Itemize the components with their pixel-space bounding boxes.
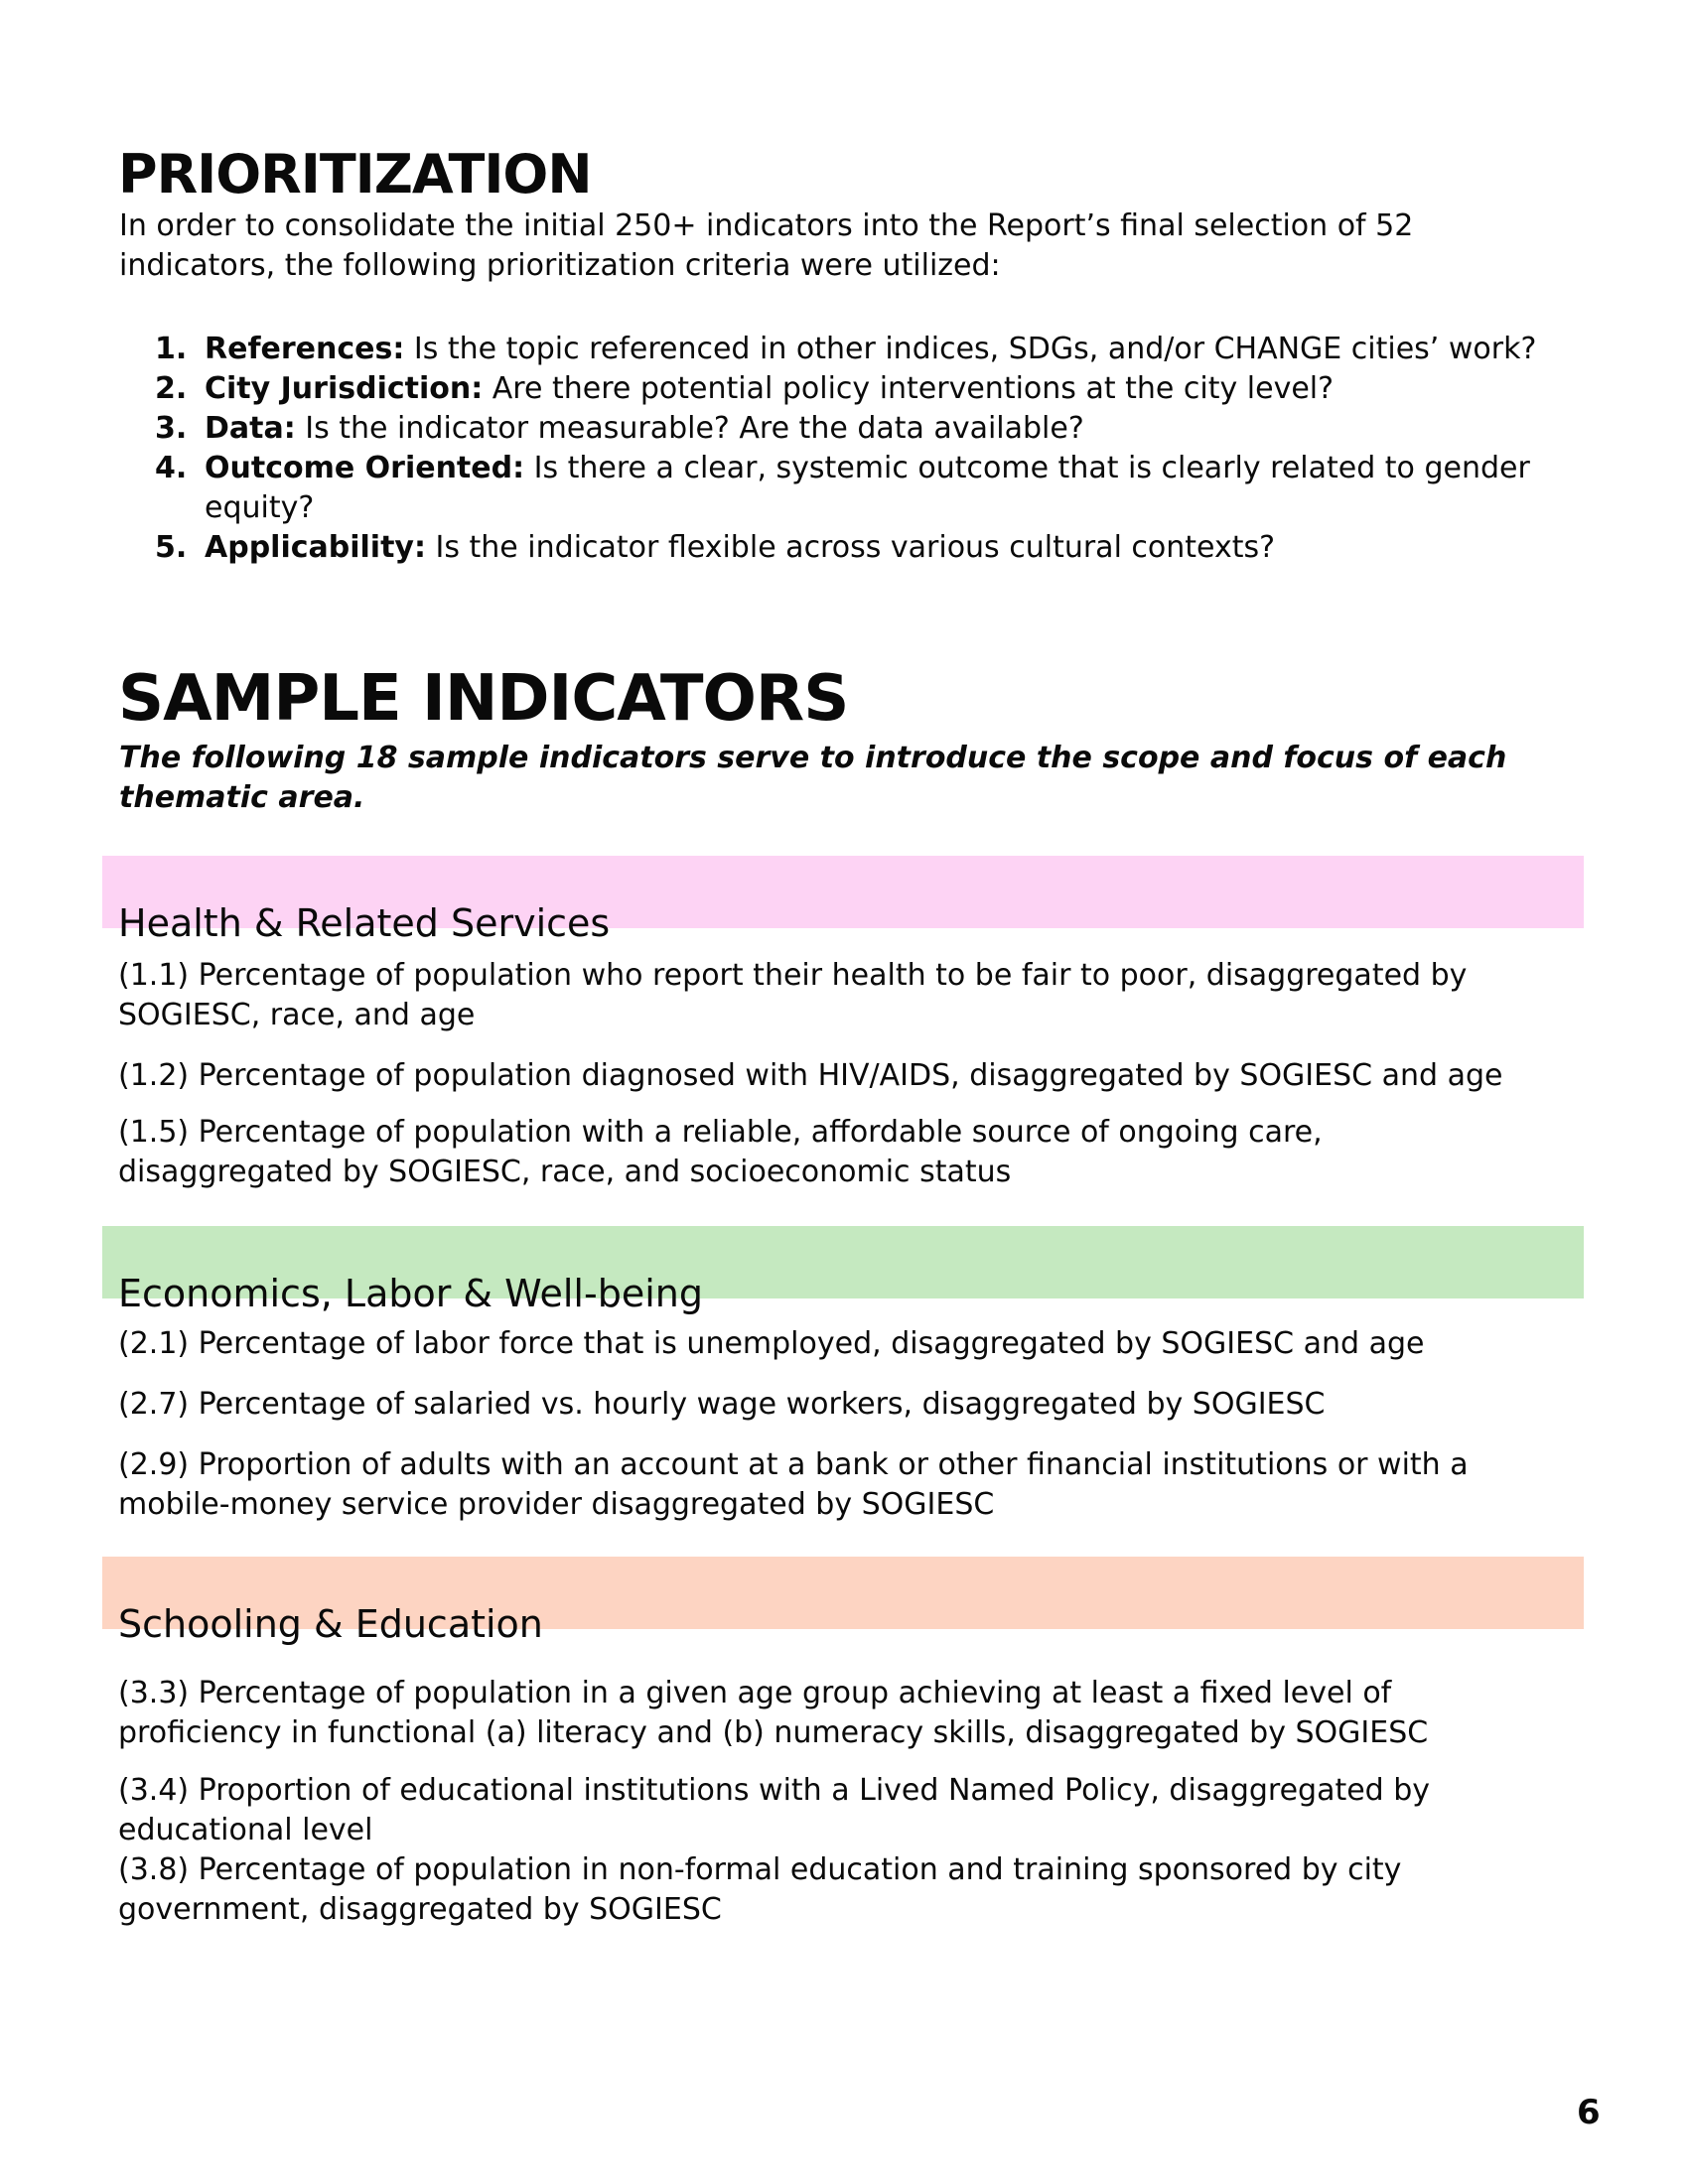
indicator-3-3 <box>118 1674 1428 1753</box>
indicator-line: (1.2) Percentage of population diagnosed with HIV/AIDS, disaggregated by SOGIESC and age <box>118 1058 1503 1093</box>
intro-line: The following 18 sample indicators serve to introduce the scope and focus of each <box>119 741 1507 775</box>
sample-indicators-heading: SAMPLE INDICATORS <box>118 661 849 736</box>
criterion-outcome-oriented <box>149 449 1536 528</box>
list-number: 4. <box>155 451 188 485</box>
criterion-term: Data: <box>205 411 296 446</box>
section-band-schooling <box>102 1557 1584 1646</box>
indicator-line: mobile-money service provider disaggregated by SOGIESC <box>118 1487 995 1522</box>
indicator-line: SOGIESC, race, and age <box>118 998 476 1032</box>
criterion-text: Is the indicator measurable? Are the data available? <box>295 411 1084 446</box>
sample-indicators-intro <box>119 739 1506 818</box>
indicator-line: (3.4) Proportion of educational institutions with a Lived Named Policy, disaggregated by <box>118 1773 1431 1808</box>
indicator-line: proficiency in functional (a) literacy and (b) numeracy skills, disaggregated by SOGIESC <box>118 1715 1429 1750</box>
criterion-applicability <box>149 528 1536 568</box>
criterion-text-continuation: equity? <box>205 490 315 525</box>
indicator-2-1 <box>118 1324 1424 1364</box>
criterion-text: Is the indicator flexible across various cultural contexts? <box>425 530 1276 565</box>
indicator-line: (3.3) Percentage of population in a given age group achieving at least a fixed level of <box>118 1676 1392 1710</box>
list-number: 3. <box>155 411 188 446</box>
indicator-line: (1.1) Percentage of population who report their health to be fair to poor, disaggregated by <box>118 958 1468 993</box>
prioritization-criteria-list <box>149 330 1536 568</box>
indicator-line: (3.8) Percentage of population in non-formal education and training sponsored by city <box>118 1852 1402 1887</box>
indicator-line: (1.5) Percentage of population with a reliable, affordable source of ongoing care, <box>118 1115 1323 1150</box>
indicator-2-9 <box>118 1445 1469 1525</box>
prioritization-heading: PRIORITIZATION <box>118 143 592 206</box>
criterion-term: City Jurisdiction: <box>205 371 484 406</box>
indicator-1-2 <box>118 1056 1503 1096</box>
indicator-line: (2.7) Percentage of salaried vs. hourly wage workers, disaggregated by SOGIESC <box>118 1387 1326 1422</box>
indicator-line: educational level <box>118 1813 373 1847</box>
indicator-line: (2.1) Percentage of labor force that is unemployed, disaggregated by SOGIESC and age <box>118 1326 1425 1361</box>
criterion-text: Is the topic referenced in other indices, SDGs, and/or CHANGE cities’ work? <box>404 332 1537 366</box>
indicator-line: disaggregated by SOGIESC, race, and socioeconomic status <box>118 1155 1012 1189</box>
list-number: 1. <box>155 332 188 366</box>
indicator-1-1 <box>118 956 1467 1035</box>
indicator-1-5 <box>118 1113 1323 1192</box>
criterion-references <box>149 330 1536 369</box>
page-number: 6 <box>1577 2093 1601 2132</box>
list-number: 5. <box>155 530 188 565</box>
indicator-line: government, disaggregated by SOGIESC <box>118 1892 722 1927</box>
criterion-term: Applicability: <box>205 530 426 565</box>
indicator-3-8 <box>118 1850 1401 1930</box>
section-band-economics <box>102 1226 1584 1315</box>
criterion-data <box>149 409 1536 449</box>
intro-line: indicators, the following prioritization criteria were utilized: <box>119 248 1001 283</box>
indicator-line: (2.9) Proportion of adults with an account at a bank or other financial institutions or with a <box>118 1447 1469 1482</box>
criterion-text: Are there potential policy interventions at the city level? <box>483 371 1335 406</box>
list-number: 2. <box>155 371 188 406</box>
intro-line: thematic area. <box>119 780 365 815</box>
indicator-2-7 <box>118 1385 1325 1425</box>
section-title: Health & Related Services <box>118 900 611 945</box>
section-title: Schooling & Education <box>118 1601 543 1646</box>
criterion-text: Is there a clear, systemic outcome that is clearly related to gender <box>524 451 1530 485</box>
prioritization-intro <box>119 206 1413 286</box>
criterion-city-jurisdiction <box>149 369 1536 409</box>
section-band-health <box>102 856 1584 945</box>
criterion-term: References: <box>205 332 405 366</box>
section-title: Economics, Labor & Well-being <box>118 1271 703 1315</box>
criterion-term: Outcome Oriented: <box>205 451 525 485</box>
intro-line: In order to consolidate the initial 250+ indicators into the Report’s final selection of 52 <box>119 208 1414 243</box>
indicator-3-4 <box>118 1771 1430 1850</box>
